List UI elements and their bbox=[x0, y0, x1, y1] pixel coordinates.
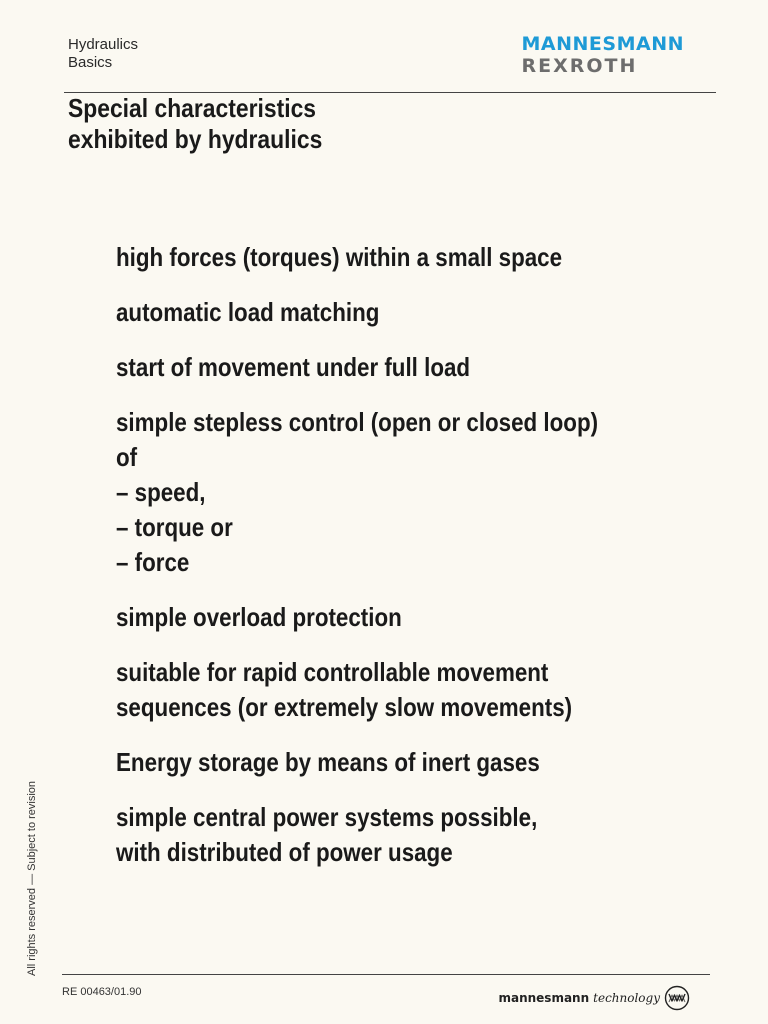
list-item: simple overload protection bbox=[116, 602, 402, 632]
document-reference: RE 00463/01.90 bbox=[62, 986, 142, 998]
footer-brand-sub: technology bbox=[593, 991, 660, 1005]
list-item: automatic load matching bbox=[116, 297, 380, 327]
list-item: simple stepless control (open or closed loop) bbox=[116, 407, 599, 437]
page-title bbox=[68, 93, 322, 155]
sub-item-torque: – torque or bbox=[116, 512, 233, 542]
sub-item-speed: – speed, bbox=[116, 477, 206, 507]
rights-note: All rights reserved — Subject to revision bbox=[26, 780, 38, 976]
header-line-2: Basics bbox=[68, 54, 113, 71]
header-line-1: Hydraulics bbox=[68, 36, 139, 53]
sub-item-force: – force bbox=[116, 547, 190, 577]
brand-bottom: REXROTH bbox=[521, 55, 638, 77]
list-item-continuation: with distributed of power usage bbox=[116, 837, 453, 867]
list-item: suitable for rapid controllable movement bbox=[116, 657, 549, 687]
list-item: simple central power systems possible, bbox=[116, 802, 538, 832]
brand-logo bbox=[522, 33, 685, 77]
list-item-continuation: sequences (or extremely slow movements) bbox=[116, 692, 573, 722]
characteristics-list bbox=[116, 240, 649, 870]
footer-brand-main: mannesmann bbox=[498, 991, 590, 1005]
mannesmann-mw-logo-icon bbox=[664, 985, 690, 1011]
list-item: start of movement under full load bbox=[116, 352, 471, 382]
footer-brand bbox=[498, 985, 690, 1011]
title-line-2: exhibited by hydraulics bbox=[68, 124, 323, 154]
list-item-continuation: of bbox=[116, 442, 138, 472]
list-item: Energy storage by means of inert gases bbox=[116, 747, 540, 777]
title-line-1: Special characteristics bbox=[68, 93, 317, 123]
header-subject bbox=[68, 36, 138, 72]
list-item: high forces (torques) within a small space bbox=[116, 242, 563, 272]
brand-top: MANNESMANN bbox=[521, 33, 684, 55]
footer-divider bbox=[62, 974, 710, 975]
